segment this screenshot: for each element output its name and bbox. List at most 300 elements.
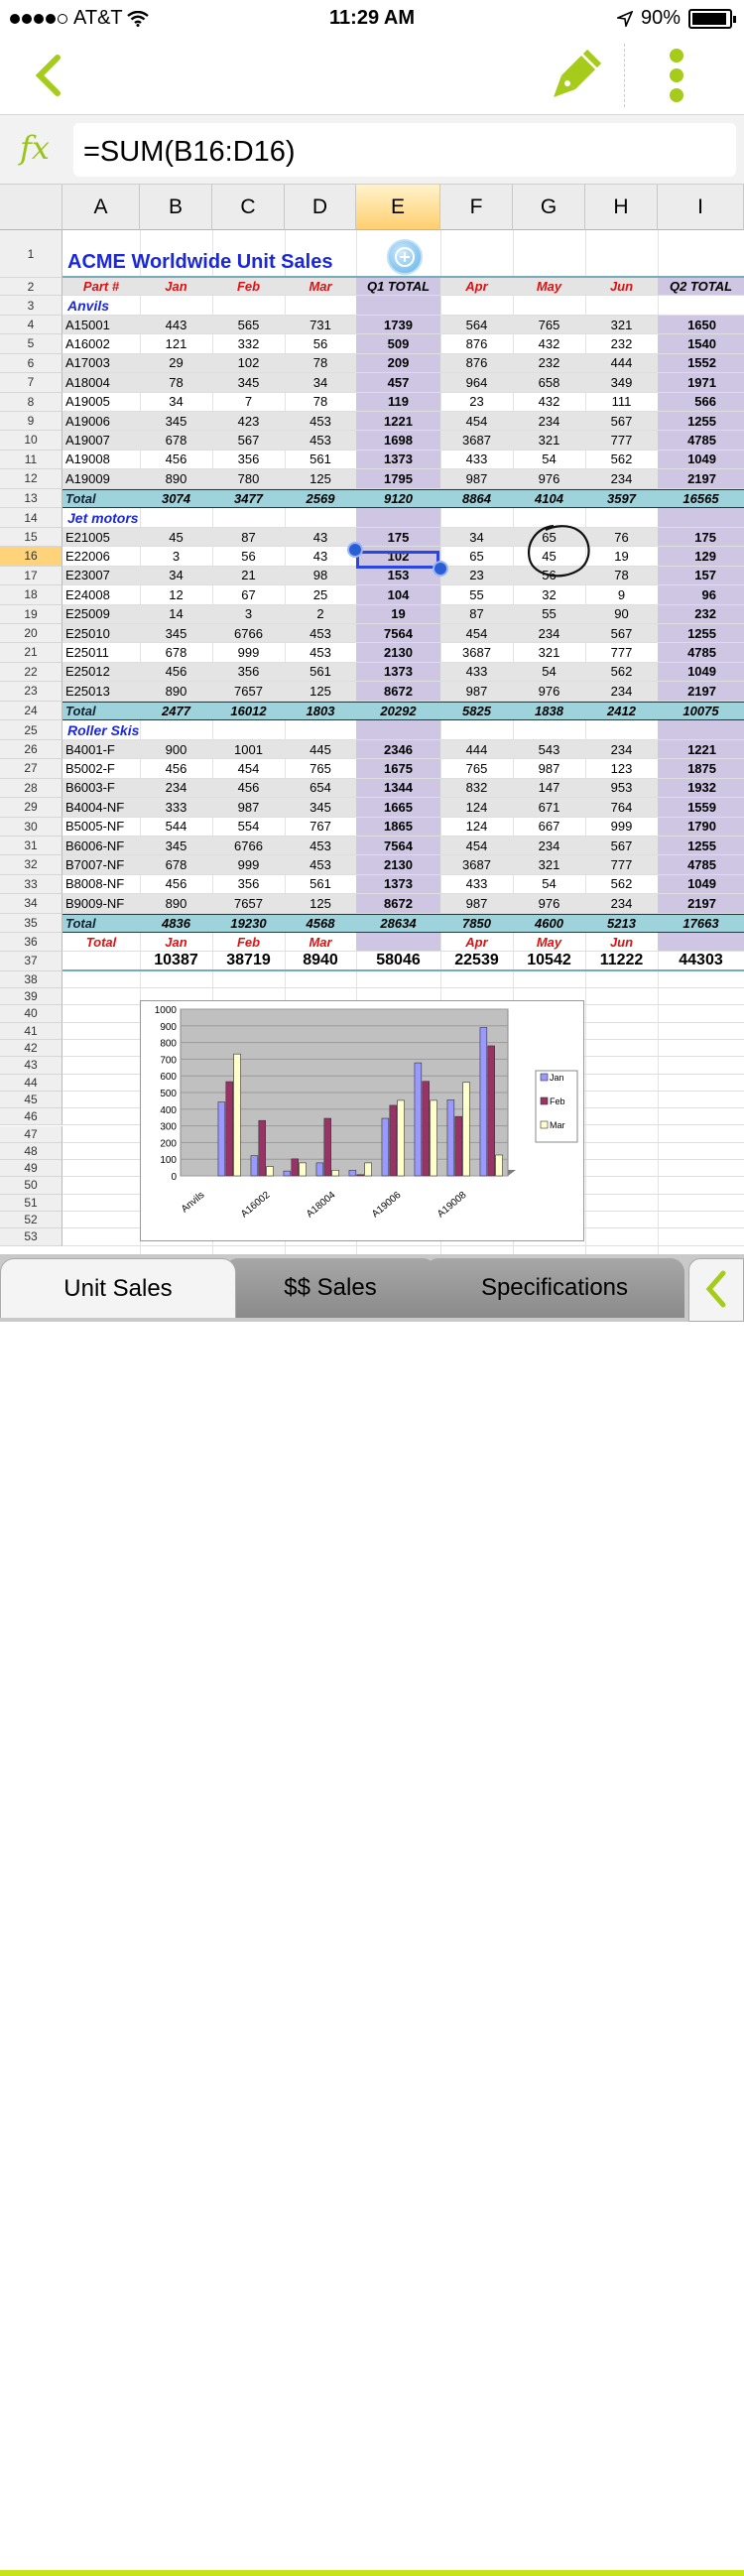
column-title-cell[interactable]: Apr [465, 279, 488, 294]
table-cell[interactable]: 232 [610, 336, 633, 352]
table-cell[interactable]: 7850 [462, 915, 491, 931]
table-cell[interactable]: 432 [538, 394, 560, 410]
table-cell[interactable]: 56 [542, 568, 557, 583]
row-header-35[interactable]: 35 [0, 914, 62, 933]
table-cell[interactable]: A19009 [65, 470, 110, 486]
table-cell[interactable]: 67 [241, 586, 256, 602]
table-cell[interactable]: E24008 [65, 586, 110, 602]
table-cell[interactable]: 1049 [658, 451, 744, 468]
table-cell[interactable]: 1373 [356, 663, 440, 681]
column-header-c[interactable]: C [212, 185, 285, 230]
row-header-2[interactable]: 2 [0, 278, 62, 296]
row-header-28[interactable]: 28 [0, 779, 62, 798]
table-cell[interactable]: 345 [165, 413, 187, 429]
row-header-16[interactable]: 16 [0, 547, 62, 566]
formula-input[interactable]: =SUM(B16:D16) [73, 123, 736, 177]
column-header-f[interactable]: F [440, 185, 513, 230]
selection-handle-start[interactable] [347, 542, 363, 558]
table-cell[interactable]: 98 [312, 568, 328, 583]
q2-total-cell[interactable] [658, 720, 744, 739]
table-cell[interactable]: 1373 [356, 451, 440, 468]
row-header-18[interactable]: 18 [0, 585, 62, 604]
table-cell[interactable]: 54 [542, 664, 557, 680]
table-cell[interactable] [356, 933, 440, 951]
row-header-13[interactable]: 13 [0, 489, 62, 508]
table-cell[interactable]: 667 [538, 819, 560, 835]
table-cell[interactable]: 987 [465, 683, 488, 699]
section-label[interactable]: Anvils [67, 297, 110, 314]
table-cell[interactable]: 767 [310, 819, 331, 835]
table-cell[interactable]: 25 [312, 586, 328, 602]
table-cell[interactable]: 453 [310, 413, 331, 429]
table-cell[interactable]: 1221 [356, 412, 440, 430]
table-cell[interactable]: 20292 [356, 703, 440, 719]
table-cell[interactable]: 976 [538, 470, 560, 486]
table-cell[interactable]: 2197 [658, 682, 744, 700]
table-cell[interactable]: 561 [310, 876, 331, 892]
row-header-19[interactable]: 19 [0, 605, 62, 624]
fx-label[interactable]: fx [20, 129, 50, 167]
table-cell[interactable]: 3597 [607, 490, 636, 506]
table-cell[interactable]: 3 [172, 549, 181, 565]
row-header-9[interactable]: 9 [0, 412, 62, 431]
table-cell[interactable]: 321 [538, 857, 560, 873]
row-header-26[interactable]: 26 [0, 740, 62, 759]
column-header-i[interactable]: I [658, 185, 744, 230]
table-cell[interactable]: 890 [165, 895, 187, 911]
table-cell[interactable]: 10542 [527, 952, 571, 969]
table-cell[interactable]: 433 [465, 664, 488, 680]
table-cell[interactable]: 2477 [162, 703, 190, 718]
row-header-49[interactable]: 49 [0, 1160, 62, 1177]
section-label[interactable]: Roller Skis [67, 721, 140, 738]
table-cell[interactable]: 44303 [679, 952, 723, 969]
q1-total-cell[interactable] [356, 296, 440, 315]
table-cell[interactable]: 976 [538, 683, 560, 699]
row-header-37[interactable]: 37 [0, 952, 62, 970]
table-cell[interactable]: 2412 [607, 703, 636, 718]
column-header-b[interactable]: B [140, 185, 212, 230]
table-cell[interactable]: 157 [658, 567, 744, 584]
table-cell[interactable]: 2197 [658, 894, 744, 912]
row-header-41[interactable]: 41 [0, 1023, 62, 1040]
table-cell[interactable]: 209 [356, 354, 440, 372]
table-cell[interactable]: 544 [165, 819, 187, 835]
table-cell[interactable]: 345 [165, 625, 187, 641]
table-cell[interactable]: 12 [169, 586, 184, 602]
row-header-34[interactable]: 34 [0, 894, 62, 913]
table-cell[interactable]: 765 [465, 761, 488, 777]
table-cell[interactable]: 453 [310, 433, 331, 449]
table-cell[interactable]: A19008 [65, 451, 110, 467]
table-cell[interactable]: Jun [609, 934, 634, 950]
table-cell[interactable]: 234 [538, 837, 560, 853]
tabs-back-button[interactable] [688, 1258, 744, 1322]
table-cell[interactable]: 234 [610, 683, 633, 699]
table-cell[interactable]: 562 [610, 451, 633, 467]
pen-icon[interactable] [548, 48, 603, 103]
table-cell[interactable]: 671 [538, 799, 560, 815]
tab-dollar-sales[interactable]: $$ Sales [224, 1258, 436, 1318]
table-cell[interactable]: 543 [538, 741, 560, 757]
table-cell[interactable]: 890 [165, 470, 187, 486]
table-cell[interactable]: A16002 [65, 336, 110, 352]
table-cell[interactable]: 454 [237, 761, 260, 777]
table-cell[interactable]: 34 [169, 568, 184, 583]
table-cell[interactable]: 43 [312, 529, 328, 545]
table-cell[interactable]: 454 [465, 413, 488, 429]
table-cell[interactable]: 102 [237, 355, 260, 371]
table-cell[interactable]: B5005-NF [65, 819, 125, 835]
table-cell[interactable]: A19006 [65, 413, 110, 429]
table-cell[interactable]: 567 [610, 837, 633, 853]
table-cell[interactable]: 780 [237, 470, 260, 486]
table-cell[interactable]: 890 [165, 683, 187, 699]
table-cell[interactable]: 121 [165, 336, 187, 352]
table-cell[interactable]: 356 [237, 451, 260, 467]
table-cell[interactable]: 777 [610, 645, 633, 661]
row-header-50[interactable]: 50 [0, 1177, 62, 1194]
column-header-d[interactable]: D [285, 185, 356, 230]
table-cell[interactable]: 22539 [454, 952, 499, 969]
table-cell[interactable]: E25010 [65, 625, 110, 641]
table-cell[interactable]: 153 [356, 567, 440, 584]
table-cell[interactable]: 731 [310, 317, 331, 332]
table-cell[interactable]: 34 [312, 374, 328, 390]
table-cell[interactable]: 232 [658, 605, 744, 623]
table-cell[interactable]: 554 [237, 819, 260, 835]
table-cell[interactable]: 6766 [234, 625, 263, 641]
table-cell[interactable]: 4836 [162, 915, 190, 931]
add-object-icon[interactable] [387, 239, 423, 275]
table-cell[interactable]: 2569 [306, 490, 335, 506]
q1-total-cell[interactable] [356, 720, 440, 739]
table-cell[interactable]: 2197 [658, 469, 744, 487]
table-cell[interactable]: E25013 [65, 683, 110, 699]
table-cell[interactable]: B4001-F [65, 741, 115, 757]
table-cell[interactable]: 19 [614, 549, 629, 565]
table-cell[interactable]: Total [65, 915, 96, 931]
table-cell[interactable]: 345 [165, 837, 187, 853]
row-header-36[interactable]: 36 [0, 933, 62, 952]
q2-total-cell[interactable] [658, 508, 744, 527]
table-cell[interactable]: 678 [165, 433, 187, 449]
table-cell[interactable]: A18004 [65, 374, 110, 390]
table-cell[interactable]: 456 [237, 780, 260, 796]
ink-circle-annotation[interactable] [524, 522, 595, 583]
table-cell[interactable]: 1001 [234, 741, 263, 757]
table-cell[interactable]: Mar [309, 934, 332, 950]
table-cell[interactable]: 876 [465, 336, 488, 352]
table-cell[interactable]: 232 [538, 355, 560, 371]
column-title-cell[interactable]: May [536, 279, 562, 294]
row-header-7[interactable]: 7 [0, 373, 62, 392]
table-cell[interactable]: 1739 [356, 316, 440, 333]
column-header-g[interactable]: G [513, 185, 585, 230]
table-cell[interactable]: 23 [469, 568, 484, 583]
table-cell[interactable]: 8672 [356, 682, 440, 700]
table-cell[interactable]: 900 [165, 741, 187, 757]
row-header-22[interactable]: 22 [0, 663, 62, 682]
table-cell[interactable]: 454 [465, 837, 488, 853]
table-cell[interactable]: 14 [169, 606, 184, 622]
table-cell[interactable]: 124 [465, 799, 488, 815]
table-cell[interactable]: 777 [610, 433, 633, 449]
table-cell[interactable]: 8940 [303, 952, 338, 969]
table-cell[interactable]: 78 [312, 355, 328, 371]
table-cell[interactable]: 4785 [658, 431, 744, 449]
table-cell[interactable]: 2 [316, 606, 324, 622]
row-header-46[interactable]: 46 [0, 1108, 62, 1125]
table-cell[interactable]: 9120 [356, 490, 440, 507]
table-cell[interactable]: 3687 [462, 433, 491, 449]
row-header-31[interactable]: 31 [0, 837, 62, 855]
table-cell[interactable]: B9009-NF [65, 895, 125, 911]
row-header-27[interactable]: 27 [0, 759, 62, 778]
table-cell[interactable]: 2130 [356, 855, 440, 873]
table-cell[interactable]: 1675 [356, 759, 440, 777]
column-title-cell[interactable]: Feb [236, 279, 261, 294]
table-cell[interactable]: 658 [538, 374, 560, 390]
table-cell[interactable]: 564 [465, 317, 488, 332]
table-cell[interactable]: 1559 [658, 798, 744, 816]
row-header-23[interactable]: 23 [0, 682, 62, 701]
row-header-6[interactable]: 6 [0, 354, 62, 373]
table-cell[interactable]: 65 [469, 549, 484, 565]
table-cell[interactable]: 349 [610, 374, 633, 390]
table-cell[interactable]: 1255 [658, 412, 744, 430]
table-cell[interactable]: 21 [241, 568, 256, 583]
table-cell[interactable]: 4600 [535, 915, 563, 931]
table-cell[interactable]: 876 [465, 355, 488, 371]
row-header-38[interactable]: 38 [0, 971, 62, 988]
row-header-39[interactable]: 39 [0, 988, 62, 1005]
q1-total-cell[interactable] [356, 508, 440, 527]
table-cell[interactable]: 777 [610, 857, 633, 873]
table-cell[interactable]: 11222 [599, 952, 644, 969]
table-cell[interactable]: 561 [310, 664, 331, 680]
table-cell[interactable] [658, 933, 744, 951]
table-cell[interactable]: Total [85, 934, 117, 950]
table-cell[interactable]: 6766 [234, 837, 263, 853]
table-cell[interactable]: 7564 [356, 837, 440, 854]
table-cell[interactable]: 56 [241, 549, 256, 565]
table-cell[interactable]: 234 [610, 895, 633, 911]
table-cell[interactable]: 234 [610, 470, 633, 486]
row-header-51[interactable]: 51 [0, 1195, 62, 1212]
table-cell[interactable]: 55 [542, 606, 557, 622]
table-cell[interactable]: 125 [310, 470, 331, 486]
table-cell[interactable]: 8672 [356, 894, 440, 912]
row-header-43[interactable]: 43 [0, 1057, 62, 1074]
table-cell[interactable]: 999 [237, 645, 260, 661]
column-header-h[interactable]: H [585, 185, 658, 230]
column-header-a[interactable]: A [62, 185, 140, 230]
row-header-5[interactable]: 5 [0, 334, 62, 353]
table-cell[interactable]: 234 [538, 413, 560, 429]
table-cell[interactable]: 765 [538, 317, 560, 332]
table-cell[interactable]: 16565 [658, 490, 744, 507]
table-cell[interactable]: 5213 [607, 915, 636, 931]
table-cell[interactable]: 562 [610, 664, 633, 680]
column-title-cell[interactable]: Part # [82, 279, 120, 294]
row-header-3[interactable]: 3 [0, 296, 62, 316]
table-cell[interactable]: 567 [610, 413, 633, 429]
table-cell[interactable]: 3 [244, 606, 253, 622]
table-cell[interactable]: 45 [542, 549, 557, 565]
table-cell[interactable]: 23 [469, 394, 484, 410]
table-cell[interactable]: 3687 [462, 645, 491, 661]
table-cell[interactable]: 1838 [535, 703, 563, 718]
table-cell[interactable]: 567 [237, 433, 260, 449]
table-cell[interactable]: 456 [165, 664, 187, 680]
table-cell[interactable]: E23007 [65, 568, 110, 583]
table-cell[interactable]: 43 [312, 549, 328, 565]
table-cell[interactable]: 453 [310, 857, 331, 873]
column-title-cell[interactable]: Mar [309, 279, 332, 294]
table-cell[interactable]: 2346 [356, 740, 440, 758]
table-cell[interactable]: 832 [465, 780, 488, 796]
table-cell[interactable]: 987 [465, 470, 488, 486]
table-cell[interactable]: 562 [610, 876, 633, 892]
table-cell[interactable]: 34 [169, 394, 184, 410]
table-cell[interactable]: 119 [356, 393, 440, 411]
row-header-33[interactable]: 33 [0, 875, 62, 894]
table-cell[interactable]: 78 [614, 568, 629, 583]
table-cell[interactable]: 1255 [658, 837, 744, 854]
cell-selection[interactable] [356, 551, 439, 569]
table-cell[interactable]: 432 [538, 336, 560, 352]
table-cell[interactable]: 1540 [658, 334, 744, 352]
table-cell[interactable]: 32 [542, 586, 557, 602]
table-cell[interactable]: 987 [465, 895, 488, 911]
table-cell[interactable]: 76 [614, 529, 629, 545]
table-cell[interactable]: 1790 [658, 818, 744, 836]
table-cell[interactable]: 356 [237, 876, 260, 892]
table-cell[interactable]: Total [65, 703, 96, 718]
table-cell[interactable]: 4104 [535, 490, 563, 506]
row-header-53[interactable]: 53 [0, 1228, 62, 1245]
table-cell[interactable]: 987 [538, 761, 560, 777]
selection-handle-end[interactable] [433, 561, 448, 577]
column-header-e[interactable]: E [356, 185, 440, 230]
tab-unit-sales[interactable]: Unit Sales [0, 1258, 236, 1318]
table-cell[interactable]: 3074 [162, 490, 190, 506]
section-label[interactable]: Jet motors [67, 509, 139, 526]
column-title-cell[interactable]: Q2 TOTAL [658, 278, 744, 295]
row-header-11[interactable]: 11 [0, 451, 62, 469]
table-cell[interactable]: 333 [165, 799, 187, 815]
table-cell[interactable]: 125 [310, 895, 331, 911]
table-cell[interactable]: 10075 [658, 703, 744, 719]
column-title-cell[interactable]: Q1 TOTAL [356, 278, 440, 295]
table-cell[interactable]: 964 [465, 374, 488, 390]
table-cell[interactable]: 1650 [658, 316, 744, 333]
table-cell[interactable]: 54 [542, 451, 557, 467]
table-cell[interactable]: 678 [165, 645, 187, 661]
row-header-8[interactable]: 8 [0, 393, 62, 412]
back-chevron-icon[interactable] [28, 52, 67, 99]
sheet-title[interactable]: ACME Worldwide Unit Sales [67, 251, 333, 273]
table-cell[interactable]: 453 [310, 837, 331, 853]
table-cell[interactable]: 345 [310, 799, 331, 815]
table-cell[interactable]: 565 [237, 317, 260, 332]
table-cell[interactable]: Apr [465, 934, 488, 950]
table-cell[interactable]: E25012 [65, 664, 110, 680]
table-cell[interactable]: 1803 [306, 703, 335, 718]
table-cell[interactable]: A17003 [65, 355, 110, 371]
table-cell[interactable]: 19230 [230, 915, 267, 931]
table-cell[interactable]: B4004-NF [65, 799, 125, 815]
table-cell[interactable]: 7 [244, 394, 253, 410]
table-cell[interactable]: 123 [610, 761, 633, 777]
table-cell[interactable]: E21005 [65, 529, 110, 545]
row-header-52[interactable]: 52 [0, 1212, 62, 1228]
table-cell[interactable]: 7657 [234, 683, 263, 699]
table-cell[interactable]: 1795 [356, 469, 440, 487]
table-cell[interactable]: 19 [356, 605, 440, 623]
table-cell[interactable]: 7564 [356, 624, 440, 642]
column-title-cell[interactable]: Jun [609, 279, 634, 294]
table-cell[interactable]: B5002-F [65, 761, 115, 777]
table-cell[interactable]: 129 [658, 547, 744, 565]
table-cell[interactable]: 96 [658, 585, 744, 603]
table-cell[interactable]: E25011 [65, 645, 109, 661]
table-cell[interactable]: May [536, 934, 562, 950]
table-cell[interactable]: Feb [236, 934, 261, 950]
row-header-29[interactable]: 29 [0, 798, 62, 817]
table-cell[interactable]: 765 [310, 761, 331, 777]
table-cell[interactable]: 1344 [356, 779, 440, 797]
table-cell[interactable]: 234 [165, 780, 187, 796]
embedded-chart[interactable] [140, 1000, 584, 1241]
table-cell[interactable]: A15001 [65, 317, 110, 332]
table-cell[interactable]: 4785 [658, 855, 744, 873]
row-header-14[interactable]: 14 [0, 508, 62, 528]
table-cell[interactable] [62, 952, 140, 968]
table-cell[interactable]: 321 [538, 433, 560, 449]
row-header-47[interactable]: 47 [0, 1126, 62, 1143]
table-cell[interactable]: 454 [465, 625, 488, 641]
table-cell[interactable]: 999 [237, 857, 260, 873]
table-cell[interactable]: 987 [237, 799, 260, 815]
table-cell[interactable]: 78 [169, 374, 184, 390]
table-cell[interactable]: 4785 [658, 643, 744, 661]
table-cell[interactable]: B6003-F [65, 780, 115, 796]
table-cell[interactable]: 453 [310, 625, 331, 641]
table-cell[interactable]: 147 [538, 780, 560, 796]
table-cell[interactable]: 678 [165, 857, 187, 873]
table-cell[interactable]: 3477 [234, 490, 263, 506]
row-header-10[interactable]: 10 [0, 431, 62, 450]
table-cell[interactable]: 1221 [658, 740, 744, 758]
table-cell[interactable]: 1698 [356, 431, 440, 449]
table-cell[interactable]: 444 [610, 355, 633, 371]
row-header-4[interactable]: 4 [0, 316, 62, 334]
table-cell[interactable]: 1552 [658, 354, 744, 372]
table-cell[interactable]: 999 [610, 819, 633, 835]
row-header-45[interactable]: 45 [0, 1092, 62, 1108]
row-header-20[interactable]: 20 [0, 624, 62, 643]
table-cell[interactable]: 1373 [356, 875, 440, 893]
row-header-25[interactable]: 25 [0, 720, 62, 740]
table-cell[interactable]: 111 [611, 394, 632, 410]
table-cell[interactable]: 764 [610, 799, 633, 815]
table-cell[interactable]: 433 [465, 451, 488, 467]
table-cell[interactable]: 321 [538, 645, 560, 661]
table-cell[interactable]: 1932 [658, 779, 744, 797]
table-cell[interactable]: 1049 [658, 663, 744, 681]
